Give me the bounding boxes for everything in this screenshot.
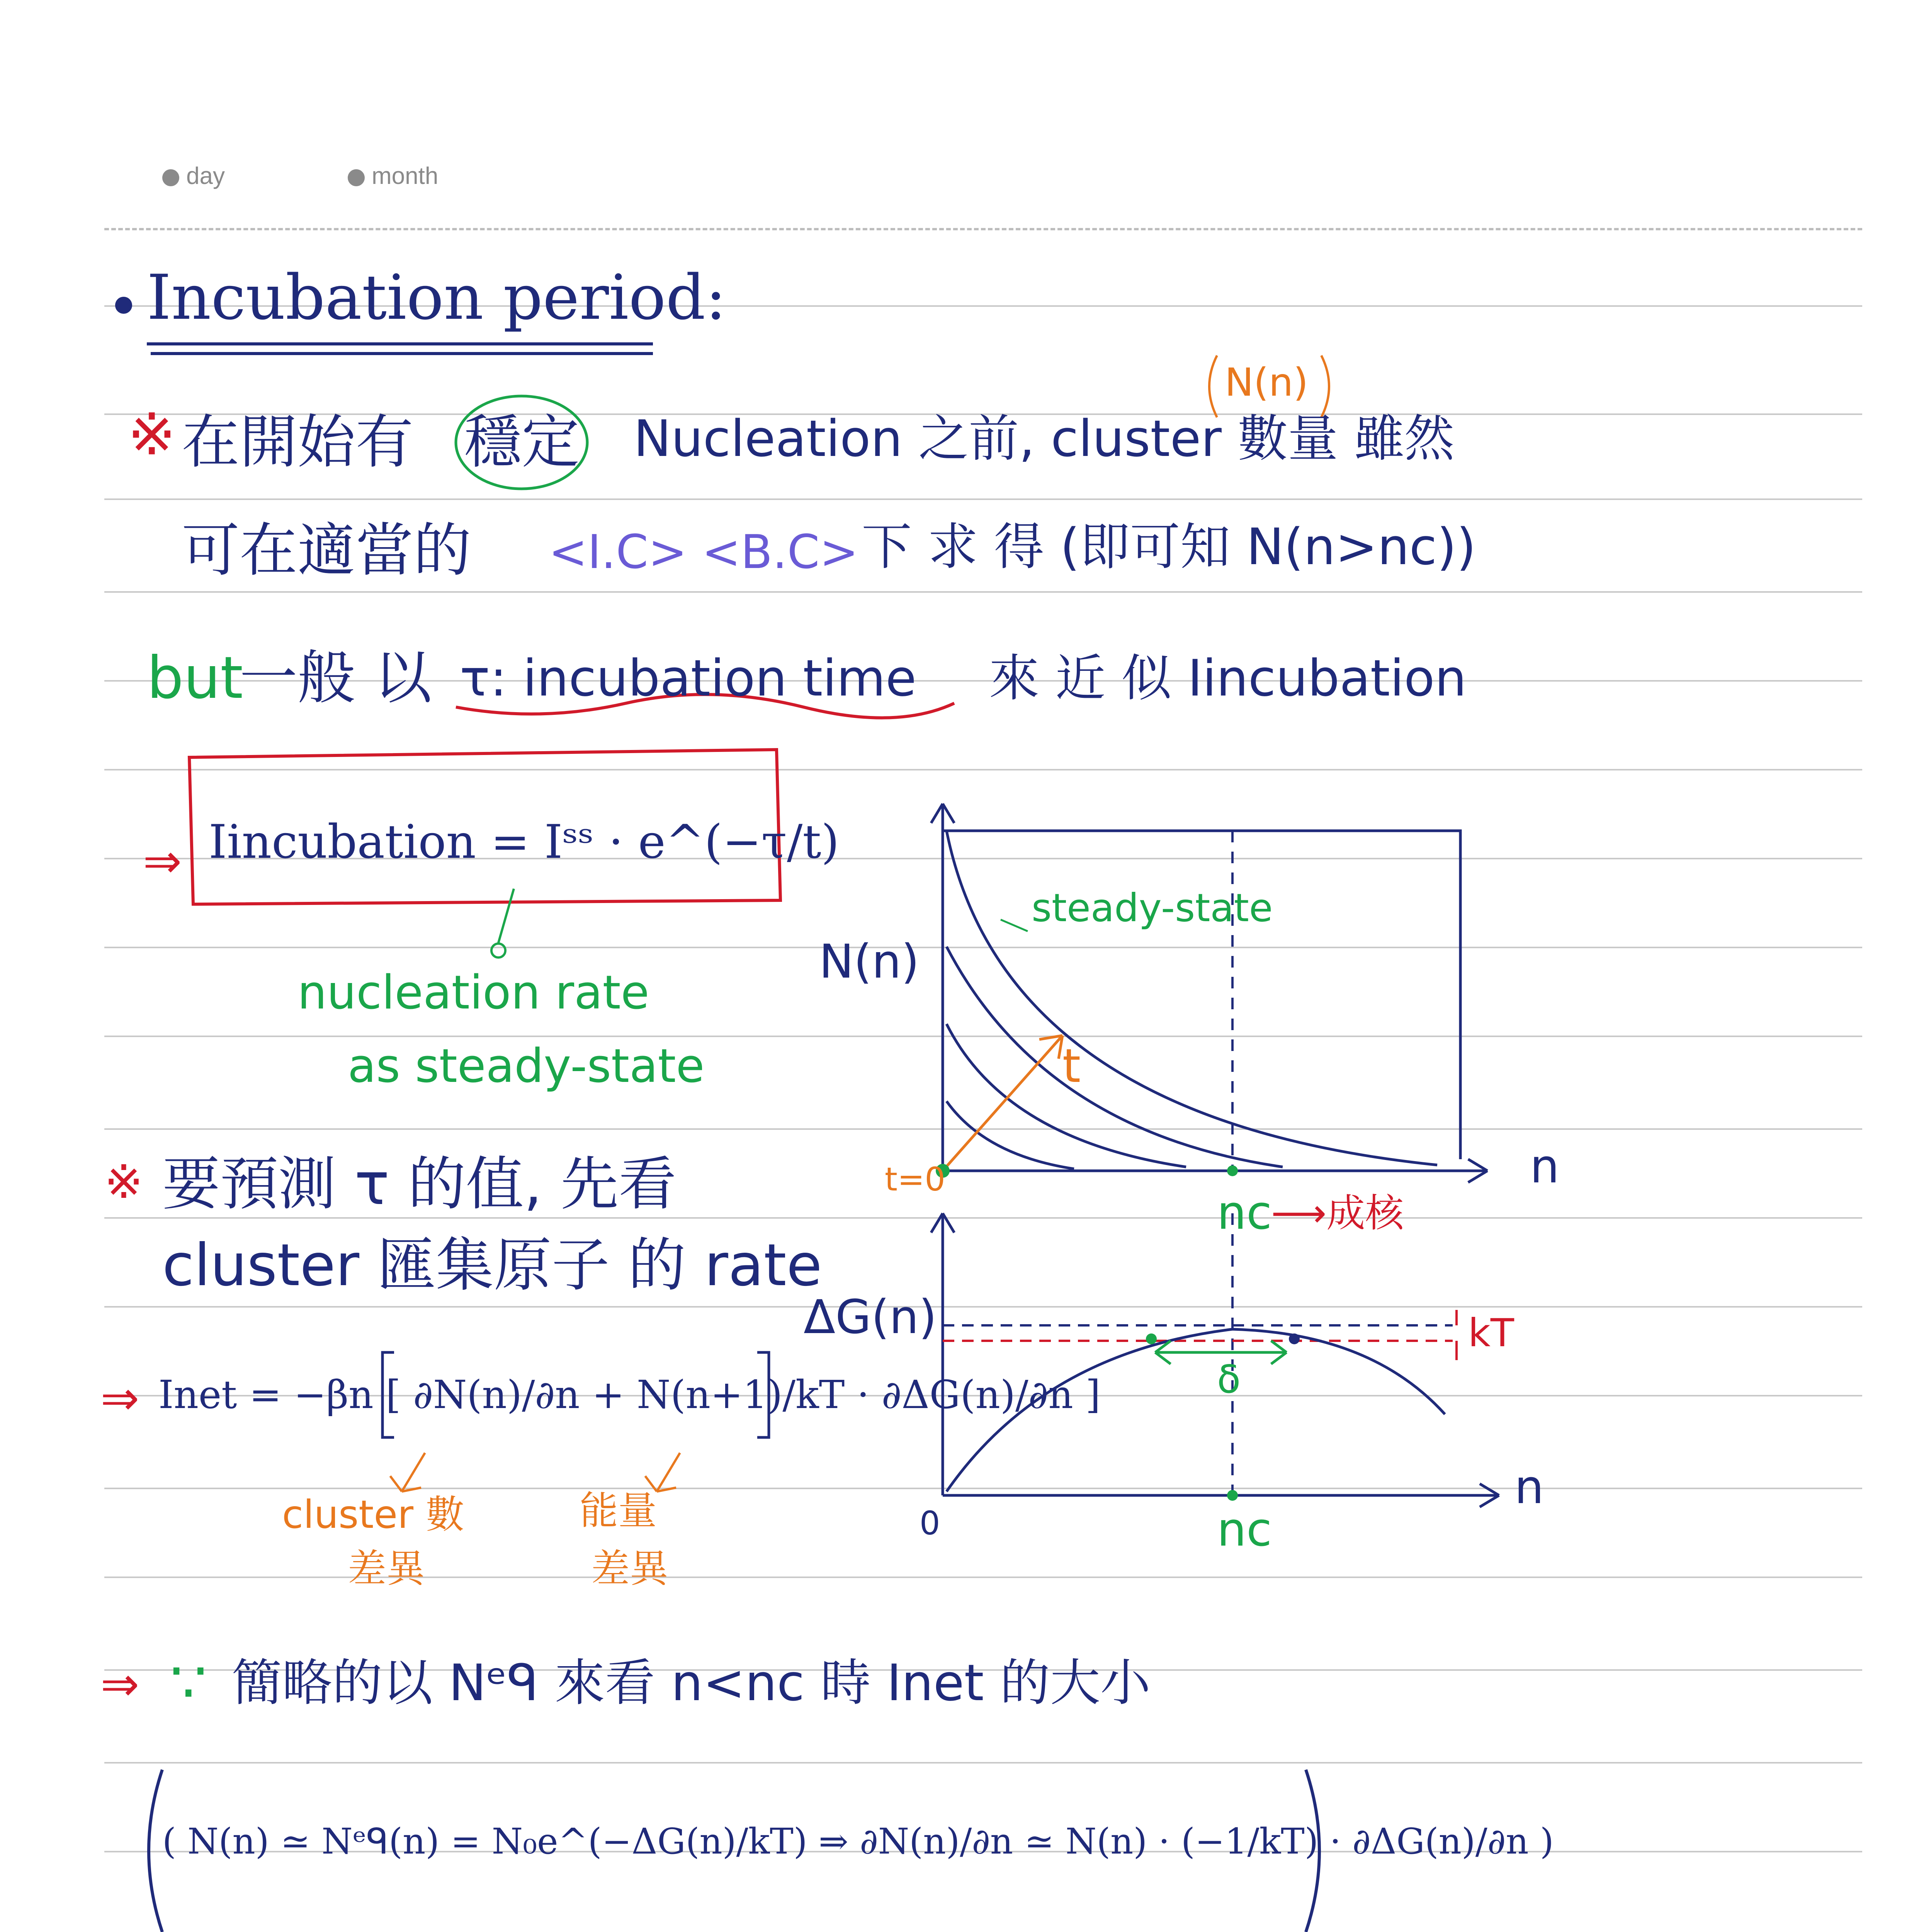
- text-line: 來 近 似 Iincubation: [989, 649, 1467, 707]
- t0-label: t=0: [885, 1160, 945, 1198]
- text-line: 要預測 τ 的值, 先看: [162, 1151, 677, 1218]
- text-line: 在開始有: [182, 409, 414, 476]
- annotation: <I.C> <B.C>: [549, 526, 858, 579]
- nc-annotation: ⟶成核: [1271, 1190, 1404, 1236]
- arrow-icon: ⇒: [100, 1658, 139, 1711]
- origin-label: 0: [920, 1504, 940, 1542]
- y-axis: [931, 1213, 954, 1495]
- text-line: 穩定: [464, 409, 580, 476]
- text-line: 可在適當的: [182, 517, 472, 584]
- graph-top-xlabel: n: [1530, 1140, 1560, 1194]
- steady-state-label: steady-state: [1032, 885, 1273, 930]
- text-line: cluster 匯集原子 的 rate: [162, 1232, 822, 1299]
- annotation: ∵: [170, 1649, 207, 1716]
- time-label: t: [1062, 1039, 1081, 1093]
- annotation: as steady-state: [348, 1039, 705, 1093]
- graph-bottom-ylabel: ΔG(n): [804, 1291, 937, 1344]
- text-line: 簡略的以 Nᵉᑫ 來看 n<nc 時 Inet 的大小: [232, 1653, 1151, 1712]
- annotation: 差異: [591, 1546, 668, 1591]
- annotation: nucleation rate: [297, 966, 649, 1020]
- text-line: Nucleation 之前, cluster 數量 雖然: [634, 409, 1455, 468]
- note-marker: ※: [127, 401, 176, 468]
- annotation: 差異: [348, 1546, 425, 1591]
- arrow-icon: ⇒: [100, 1372, 139, 1425]
- kt-label: kT: [1468, 1310, 1514, 1355]
- graph-top-nc-label: nc: [1217, 1186, 1272, 1240]
- day-label: day: [186, 163, 225, 189]
- annotation: cluster 數: [282, 1492, 464, 1537]
- annotation: 能量: [580, 1488, 657, 1533]
- note-marker: ※: [104, 1155, 143, 1209]
- equation: ( N(n) ≃ Nᵉᑫ(n) = N₀e^(−ΔG(n)/kT) ⇒ ∂N(n)/∂n ≃ N(n) · (−1/kT) · ∂ΔG(n)/∂n ): [162, 1821, 1554, 1862]
- page-title: Incubation period:: [147, 261, 726, 333]
- month-label: month: [372, 163, 439, 189]
- text-line: 下 求 得 (即可知 N(n>nc)): [862, 517, 1476, 576]
- arrow-icon: ⇒: [143, 835, 182, 888]
- text-line: 一般 以: [240, 645, 432, 712]
- delta-label: δ: [1217, 1357, 1241, 1402]
- text-line: τ: incubation time: [460, 649, 916, 707]
- equation: Inet = −βn [ ∂N(n)/∂n + N(n+1)/kT · ∂ΔG(n)/∂n ]: [158, 1372, 1101, 1417]
- equation: Iincubation = Iˢˢ · e^(−τ/t): [209, 815, 840, 869]
- graph-bottom-nc-label: nc: [1217, 1503, 1272, 1557]
- annotation: N(n): [1225, 360, 1309, 405]
- text-line: but: [147, 645, 243, 712]
- graph-top-ylabel: N(n): [819, 935, 920, 989]
- graph-bottom-xlabel: n: [1514, 1461, 1544, 1514]
